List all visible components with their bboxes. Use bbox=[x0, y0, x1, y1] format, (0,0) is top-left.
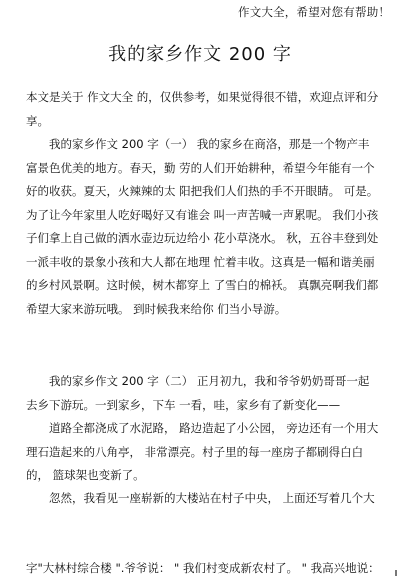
intro-paragraph: 本文是关于 作文大全 的，仅供参考，如果觉得很不错，欢迎点评和分 享。 bbox=[26, 90, 379, 128]
essay-paragraph-4: 忽然，我看见一座崭新的大楼站在村子中央， 上面还写着几个大 bbox=[49, 491, 375, 505]
page-title: 我的家乡作文 200 字 bbox=[108, 44, 292, 65]
essay-paragraph-3: 道路全都浇成了水泥路， 路边造起了小公园， 旁边还有一个用大 理石造起来的八角亭， 非常漂亮。村子里的每一座房子都刷得白白的， 篮球架也变新了。 bbox=[26, 421, 379, 482]
essay-paragraph-5: 字"大林村综合楼 ".爷爷说： " 我们村变成新农村了。 " 我高兴地说： bbox=[26, 561, 380, 575]
essay-paragraph-1: 我的家乡作文 200 字（一） 我的家乡在商洛，那是一个物产丰富景色优美的地方。春天，勤 劳的人们开始耕种，希望今年能有一个好的收获。夏天，火辣辣的太 阳把我们人们热的手不开眼睛。 可是。为了让今年家里人吃好喝好又有谁会 叫一声苦喊一声累呢。 我们小孩子们拿上自己做的洒水壶边玩边给小 花小草浇水。 秋，五谷丰登到处一派丰收的景象小孩和大人都在地理 忙着丰收。这真是一幅和谐美丽的乡村风景啊。这时候，树木都穿上 了雪白的棉袄。 真飘亮啊我们都希望大家来游玩哦。 到时候我来给你 们当小导游。 bbox=[26, 137, 379, 316]
header-note: 作文大全，希望对您有帮助！ bbox=[238, 5, 391, 19]
page-edge-mark bbox=[395, 570, 397, 576]
essay-paragraph-2: 我的家乡作文 200 字（二） 正月初九，我和爷爷奶奶哥哥一起去乡下游玩。一到家乡，下车 一看，哇，家乡有了新变化—— bbox=[26, 374, 370, 412]
